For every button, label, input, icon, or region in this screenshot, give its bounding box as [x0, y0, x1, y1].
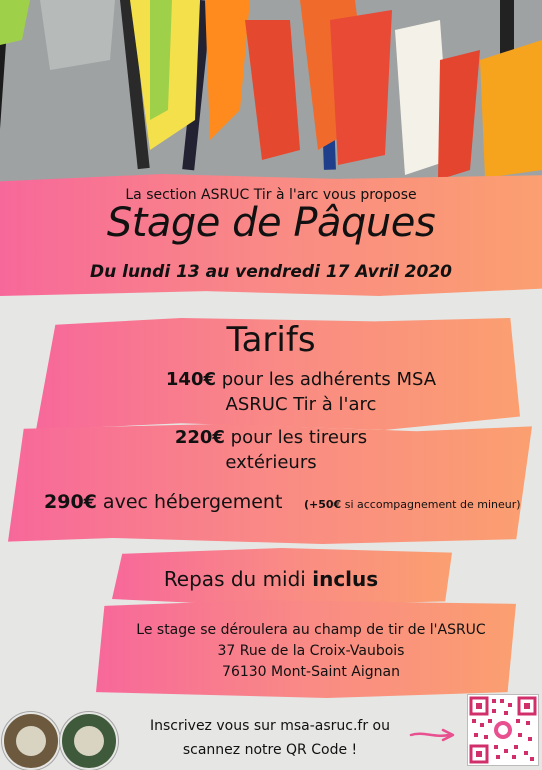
price-text: avec hébergement: [96, 491, 283, 513]
price-text: pour les adhérents MSA: [216, 369, 437, 390]
lunch-info: [0, 567, 542, 591]
price-item-lodging: [44, 491, 282, 513]
arrows-photo: [0, 0, 542, 190]
note-price: (+50€: [304, 498, 342, 511]
page-title: Stage de Pâques: [106, 200, 436, 246]
qr-code-icon[interactable]: [467, 694, 539, 766]
arrow-right-icon: [409, 728, 457, 742]
venue-info: [40, 620, 542, 683]
lunch-text: Repas du midi: [163, 567, 313, 591]
asruc-tir-a-l-arc-logo: [2, 712, 60, 770]
venue-city: 76130 Mont-Saint Aignan: [222, 664, 400, 680]
price-text: extérieurs: [225, 452, 317, 473]
price-item-external: [0, 425, 542, 475]
price-value: 220€: [174, 427, 225, 448]
note-text: si accompagnement de mineur): [341, 498, 521, 511]
venue-line: Le stage se déroulera au champ de tir de l'ASRUC: [136, 622, 486, 638]
event-dates: Du lundi 13 au vendredi 17 Avril 2020: [89, 262, 452, 282]
lunch-bold: inclus: [312, 567, 379, 591]
venue-address: 37 Rue de la Croix-Vaubois: [217, 643, 405, 659]
tarifs-heading: Tarifs: [226, 320, 316, 360]
signup-line: scannez notre QR Code !: [182, 742, 358, 758]
price-value: 290€: [44, 491, 97, 513]
intro-text: La section ASRUC Tir à l'arc vous propose: [125, 187, 417, 203]
price-value: 140€: [165, 369, 217, 390]
price-note: [304, 498, 521, 511]
price-item-members: [30, 367, 542, 417]
price-text: pour les tireurs: [224, 427, 368, 448]
signup-line: Inscrivez vous sur msa-asruc.fr ou: [150, 718, 390, 734]
price-text: ASRUC Tir à l'arc: [225, 394, 377, 415]
